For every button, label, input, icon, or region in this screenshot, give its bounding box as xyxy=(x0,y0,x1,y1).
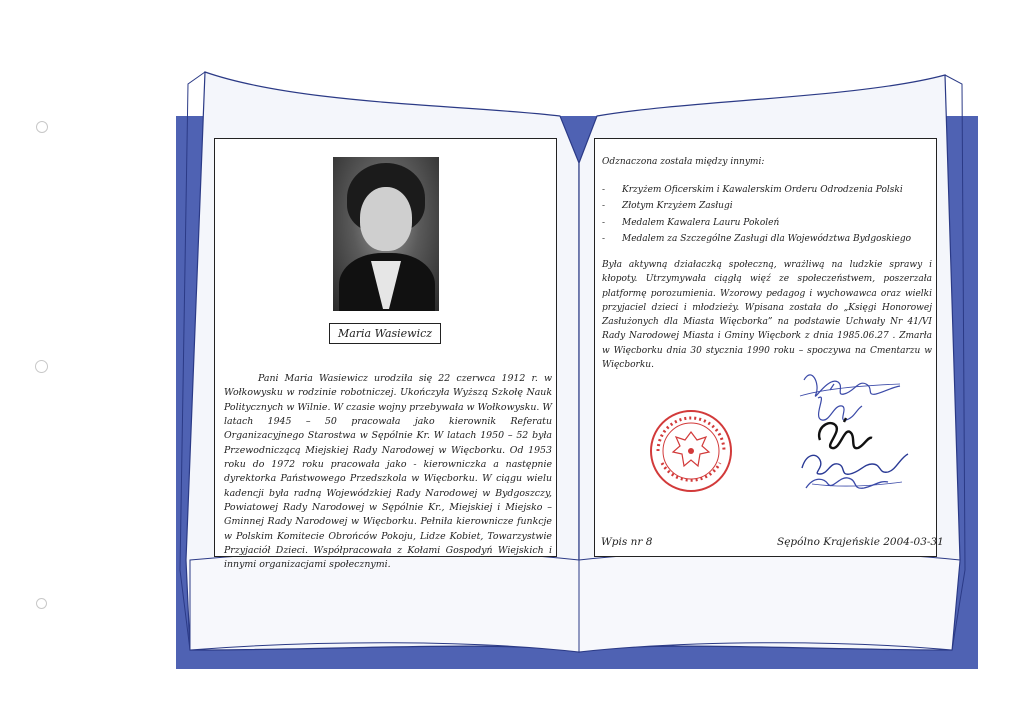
right-page-curl xyxy=(579,551,960,652)
description-text: Była aktywną działaczką społeczną, wrażliwą na ludzkie sprawy i kłopoty. Utrzymywała ciągłą więź ze społeczeństwem, poszerzała platformę porozumienia. Wzorowy pedagog i wychowawca oraz wielki przyjaciel dzieci i młodzieży. Wpisana została do „Księgi Honorowej Zasłużonych dla Miasta Więcborka” na podstawie Uchwały Nr 41/VI Rady Narodowej Miasta i Gminy Więcbork z dnia 1985.06.27 . Zmarła w Więcborku dnia 30 stycznia 1990 roku – spoczywa na Cmentarzu w Więcborku. xyxy=(602,260,932,371)
person-name-label: Maria Wasiewicz xyxy=(329,323,441,344)
list-item: - Krzyżem Oficerskim i Kawalerskim Orderu Odrodzenia Polski xyxy=(602,182,911,198)
list-item: - Medalem Kawalera Lauru Pokoleń xyxy=(602,215,911,231)
place-and-date: Sępólno Krajeńskie 2004-03-31 xyxy=(777,536,944,548)
biography-text: Pani Maria Wasiewicz urodziła się 22 czerwca 1912 r. w Wołkowysku w rodzinie robotniczej. Ukończyła Wyższą Szkołę Nauk Politycznych w Wilnie. W czasie wojny przebywała w Wołkowysku. W latach 1945 – 50 pracowała jako kierownik Referatu Organizacyjnego Starostwa w Sępólnie Kr. W latach 1950 – 52 była Przewodniczącą Miejskiej Rady Narodowej w Więcborku. Od 1953 roku do 1972 roku pracowała jako - kierowniczka a następnie dyrektorka Państwowego Przedszkola w Więcborku. W ciągu wielu kadencji była radną Wojewódzkiej Rady Narodowej w Bydgoszczy, Powiatowej Rady Narodowej w Sępólnie Kr., Miejskiej i Miejsko – Gminnej Rady Narodowej w Więcborku. Pełniła kierownicze funkcje w Polskim Komitecie Obrońców Pokoju, Lidze Kobiet, Towarzystwie Przyjaciół Dzieci. Współpracowała z Kołami Gospodyń Wiejskich i innymi organizacjami społecznymi. xyxy=(224,373,553,571)
handwritten-signatures xyxy=(790,360,930,500)
awards-list xyxy=(602,182,911,247)
round-official-seal-icon xyxy=(648,408,734,494)
entry-number: Wpis nr 8 xyxy=(601,536,653,548)
portrait-photo xyxy=(333,157,439,311)
awards-intro: Odznaczona została między innymi: xyxy=(602,157,765,167)
list-item: - Medalem za Szczególne Zasługi dla Województwa Bydgoskiego xyxy=(602,231,911,247)
list-item: - Złotym Krzyżem Zasługi xyxy=(602,198,911,214)
